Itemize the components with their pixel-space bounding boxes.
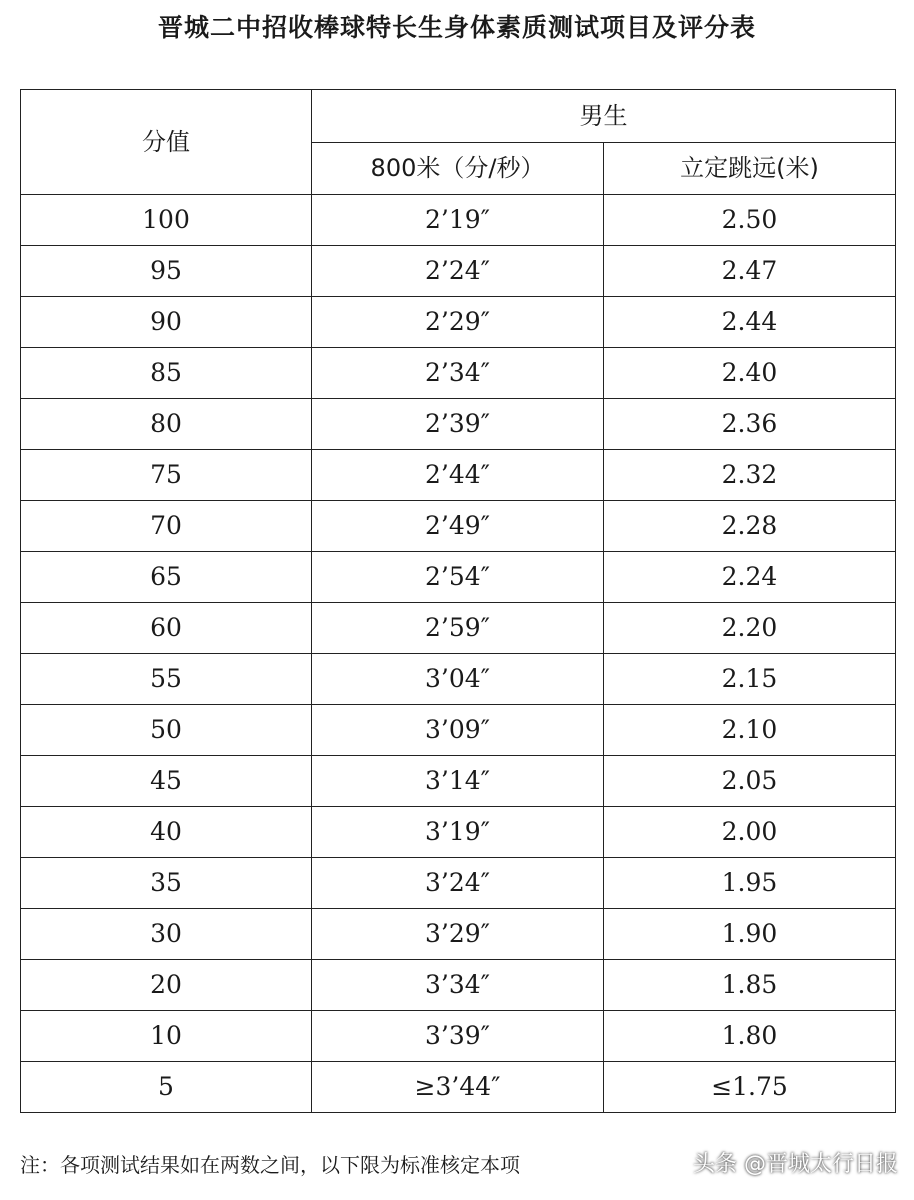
header-row-group bbox=[21, 90, 896, 143]
run-800m-cell: 3’14″ bbox=[312, 756, 604, 807]
table-body bbox=[21, 195, 896, 1113]
standing-jump-cell: 2.47 bbox=[604, 246, 896, 297]
run-800m-cell: ≥3’44″ bbox=[312, 1062, 604, 1113]
standing-jump-cell: 2.44 bbox=[604, 297, 896, 348]
score-cell: 40 bbox=[21, 807, 312, 858]
standing-jump-cell: 1.80 bbox=[604, 1011, 896, 1062]
footnote: 注：各项测试结果如在两数之间，以下限为标准核定本项 bbox=[20, 1153, 520, 1177]
table-row bbox=[21, 246, 896, 297]
standing-jump-cell: 2.05 bbox=[604, 756, 896, 807]
standing-jump-cell: 2.40 bbox=[604, 348, 896, 399]
score-cell: 70 bbox=[21, 501, 312, 552]
score-cell: 75 bbox=[21, 450, 312, 501]
score-cell: 10 bbox=[21, 1011, 312, 1062]
table-header bbox=[21, 90, 896, 195]
table-row bbox=[21, 1011, 896, 1062]
male-group-header: 男生 bbox=[312, 90, 896, 143]
score-cell: 35 bbox=[21, 858, 312, 909]
standing-jump-cell: 1.95 bbox=[604, 858, 896, 909]
standing-jump-cell: 2.24 bbox=[604, 552, 896, 603]
standing-jump-cell: 2.36 bbox=[604, 399, 896, 450]
score-cell: 95 bbox=[21, 246, 312, 297]
source-watermark: 头条 @晋城太行日报 bbox=[693, 1152, 898, 1177]
table-row bbox=[21, 756, 896, 807]
run-800m-cell: 2’49″ bbox=[312, 501, 604, 552]
table-row bbox=[21, 705, 896, 756]
score-cell: 30 bbox=[21, 909, 312, 960]
run-800m-cell: 2’44″ bbox=[312, 450, 604, 501]
table-row bbox=[21, 603, 896, 654]
table-row bbox=[21, 654, 896, 705]
run-800m-cell: 3’24″ bbox=[312, 858, 604, 909]
table-row bbox=[21, 909, 896, 960]
score-cell: 50 bbox=[21, 705, 312, 756]
table-row bbox=[21, 399, 896, 450]
score-cell: 100 bbox=[21, 195, 312, 246]
standing-jump-cell: 2.50 bbox=[604, 195, 896, 246]
standing-jump-cell: 2.10 bbox=[604, 705, 896, 756]
score-cell: 60 bbox=[21, 603, 312, 654]
standing-jump-cell: 2.28 bbox=[604, 501, 896, 552]
score-cell: 80 bbox=[21, 399, 312, 450]
table-row bbox=[21, 297, 896, 348]
run-800m-cell: 3’04″ bbox=[312, 654, 604, 705]
run-800m-cell: 2’19″ bbox=[312, 195, 604, 246]
document-title: 晋城二中招收棒球特长生身体素质测试项目及评分表 bbox=[157, 13, 756, 42]
score-column-header: 分值 bbox=[21, 90, 312, 195]
standing-jump-cell: 2.00 bbox=[604, 807, 896, 858]
table-row bbox=[21, 858, 896, 909]
standing-jump-cell: 2.20 bbox=[604, 603, 896, 654]
score-table bbox=[20, 89, 896, 1113]
table-row bbox=[21, 552, 896, 603]
run-800m-cell: 2’29″ bbox=[312, 297, 604, 348]
standing-jump-column-header: 立定跳远(米) bbox=[604, 143, 896, 195]
score-cell: 65 bbox=[21, 552, 312, 603]
table-row bbox=[21, 960, 896, 1011]
run-800m-cell: 3’39″ bbox=[312, 1011, 604, 1062]
standing-jump-cell: ≤1.75 bbox=[604, 1062, 896, 1113]
score-cell: 5 bbox=[21, 1062, 312, 1113]
standing-jump-cell: 1.85 bbox=[604, 960, 896, 1011]
table-row bbox=[21, 348, 896, 399]
standing-jump-cell: 2.15 bbox=[604, 654, 896, 705]
run-800m-cell: 2’39″ bbox=[312, 399, 604, 450]
table-row bbox=[21, 1062, 896, 1113]
run-800m-cell: 2’54″ bbox=[312, 552, 604, 603]
run-800m-cell: 2’59″ bbox=[312, 603, 604, 654]
run-800m-cell: 3’19″ bbox=[312, 807, 604, 858]
standing-jump-cell: 2.32 bbox=[604, 450, 896, 501]
score-cell: 90 bbox=[21, 297, 312, 348]
table-row bbox=[21, 807, 896, 858]
score-cell: 45 bbox=[21, 756, 312, 807]
table-row bbox=[21, 195, 896, 246]
standing-jump-cell: 1.90 bbox=[604, 909, 896, 960]
run-800m-cell: 2’34″ bbox=[312, 348, 604, 399]
score-cell: 85 bbox=[21, 348, 312, 399]
score-cell: 20 bbox=[21, 960, 312, 1011]
run-800m-cell: 3’29″ bbox=[312, 909, 604, 960]
run-800m-column-header: 800米（分/秒） bbox=[312, 143, 604, 195]
table-row bbox=[21, 501, 896, 552]
run-800m-cell: 3’34″ bbox=[312, 960, 604, 1011]
run-800m-cell: 3’09″ bbox=[312, 705, 604, 756]
score-cell: 55 bbox=[21, 654, 312, 705]
run-800m-cell: 2’24″ bbox=[312, 246, 604, 297]
table-row bbox=[21, 450, 896, 501]
